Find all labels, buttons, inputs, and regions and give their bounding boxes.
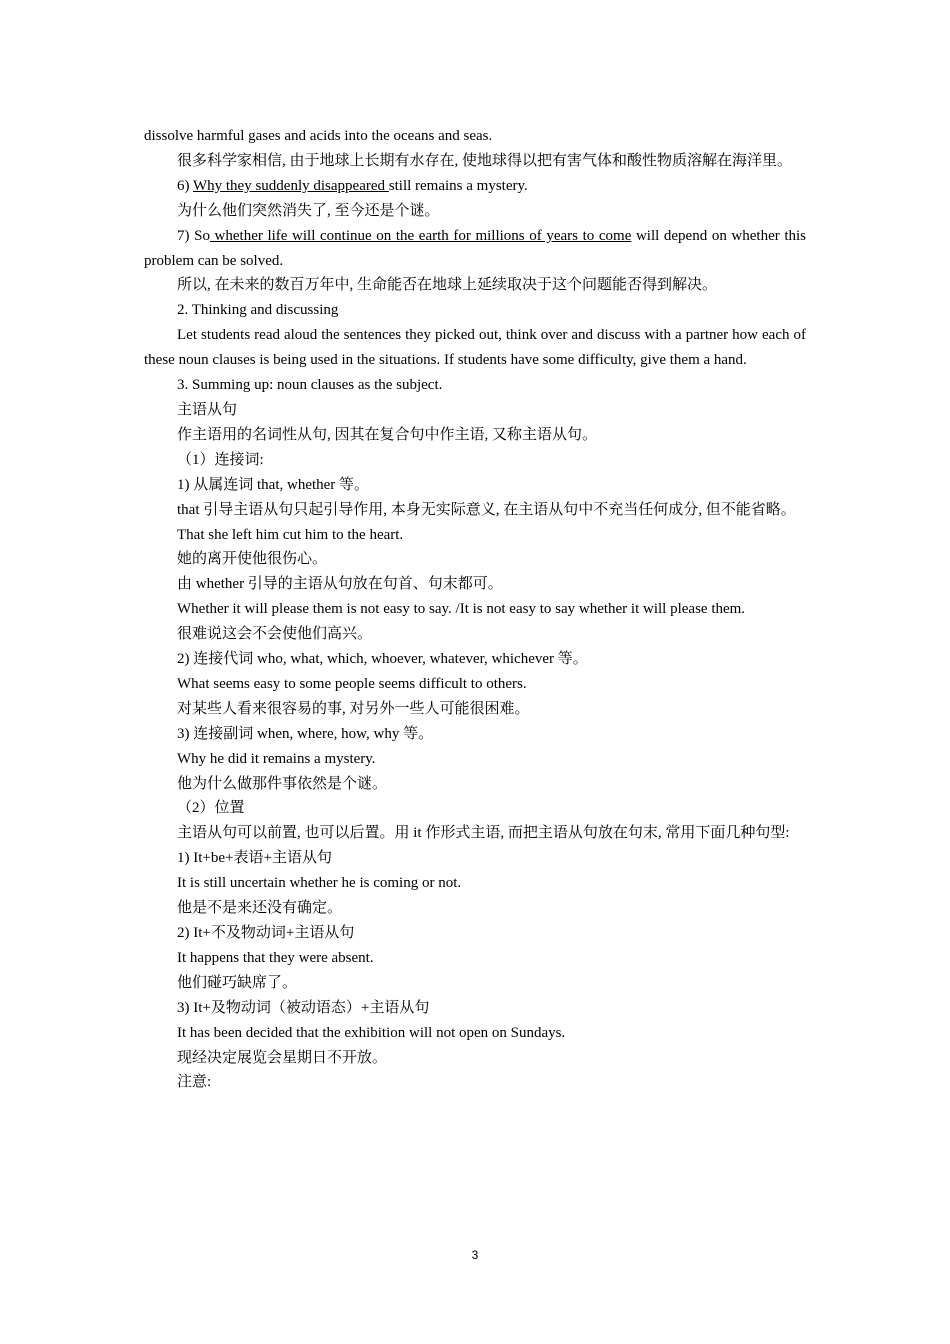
- paragraph: 主语从句: [177, 401, 238, 418]
- paragraph: 2) It+不及物动词+主语从句: [177, 925, 355, 941]
- paragraph: It happens that they were absent.: [177, 949, 374, 966]
- paragraph: Let students read aloud the sentences they picked out, think over and discuss with a partner how each of these noun clauses is being used in the situations. If students have some difficulty, give them a hand.: [144, 327, 806, 369]
- paragraph: 他为什么做那件事依然是个谜。: [177, 775, 388, 792]
- paragraph: 现经决定展览会星期日不开放。: [177, 1049, 388, 1066]
- paragraph: 很难说这会不会使他们高兴。: [177, 626, 373, 643]
- paragraph: （2）位置: [177, 800, 245, 817]
- paragraph: It is still uncertain whether he is coming or not.: [177, 875, 462, 892]
- example-sentence: 7) So whether life will continue on the earth for millions of years to come will depend on whether this problem can be solved.: [144, 227, 807, 269]
- paragraph: 他是不是来还没有确定。: [177, 900, 343, 917]
- paragraph: Why he did it remains a mystery.: [177, 750, 376, 767]
- underlined-clause: whether life will continue on the earth for millions of years to come: [209, 227, 632, 244]
- paragraph: 他们碰巧缺席了。: [177, 974, 298, 991]
- paragraph: 1) It+be+表语+主语从句: [177, 850, 332, 867]
- paragraph: That she left him cut him to the heart.: [177, 526, 404, 543]
- paragraph: that 引导主语从句只起引导作用, 本身无实际意义, 在主语从句中不充当任何成分, 但不能省略。: [177, 501, 796, 518]
- paragraph: 对某些人看来很容易的事, 对另外一些人可能很困难。: [177, 700, 530, 717]
- document-body: [144, 124, 806, 1095]
- paragraph: It has been decided that the exhibition will not open on Sundays.: [177, 1024, 566, 1041]
- paragraph: 所以, 在未来的数百万年中, 生命能否在地球上延续取决于这个问题能否得到解决。: [177, 277, 718, 294]
- paragraph: 注意:: [177, 1074, 212, 1091]
- paragraph: 1) 从属连词 that, whether 等。: [177, 476, 370, 493]
- paragraph: dissolve harmful gases and acids into the oceans and seas.: [144, 128, 493, 144]
- paragraph: 由 whether 引导的主语从句放在句首、句末都可。: [177, 576, 503, 593]
- paragraph: 她的离开使他很伤心。: [177, 551, 328, 568]
- paragraph: What seems easy to some people seems difficult to others.: [177, 675, 527, 692]
- section-heading: 2. Thinking and discussing: [177, 302, 339, 319]
- paragraph: 3) 连接副词 when, where, how, why 等。: [177, 725, 434, 742]
- paragraph: Whether it will please them is not easy to say. /It is not easy to say whether it will please them.: [177, 601, 746, 618]
- example-sentence: 6) Why they suddenly disappeared still remains a mystery.: [177, 177, 528, 194]
- page-number: 3: [471, 1248, 479, 1262]
- paragraph: 2) 连接代词 who, what, which, whoever, whatever, whichever 等。: [177, 651, 588, 668]
- paragraph: 为什么他们突然消失了, 至今还是个谜。: [177, 202, 440, 219]
- section-heading: 3. Summing up: noun clauses as the subject.: [177, 377, 443, 394]
- paragraph: （1）连接词:: [177, 451, 264, 468]
- paragraph: 3) It+及物动词（被动语态）+主语从句: [177, 999, 430, 1016]
- underlined-clause: Why they suddenly disappeared: [192, 177, 389, 194]
- paragraph: 很多科学家相信, 由于地球上长期有水存在, 使地球得以把有害气体和酸性物质溶解在海洋里。: [177, 152, 793, 169]
- paragraph: 主语从句可以前置, 也可以后置。用 it 作形式主语, 而把主语从句放在句末, 常用下面几种句型:: [177, 825, 790, 842]
- paragraph: 作主语用的名词性从句, 因其在复合句中作主语, 又称主语从句。: [177, 426, 598, 443]
